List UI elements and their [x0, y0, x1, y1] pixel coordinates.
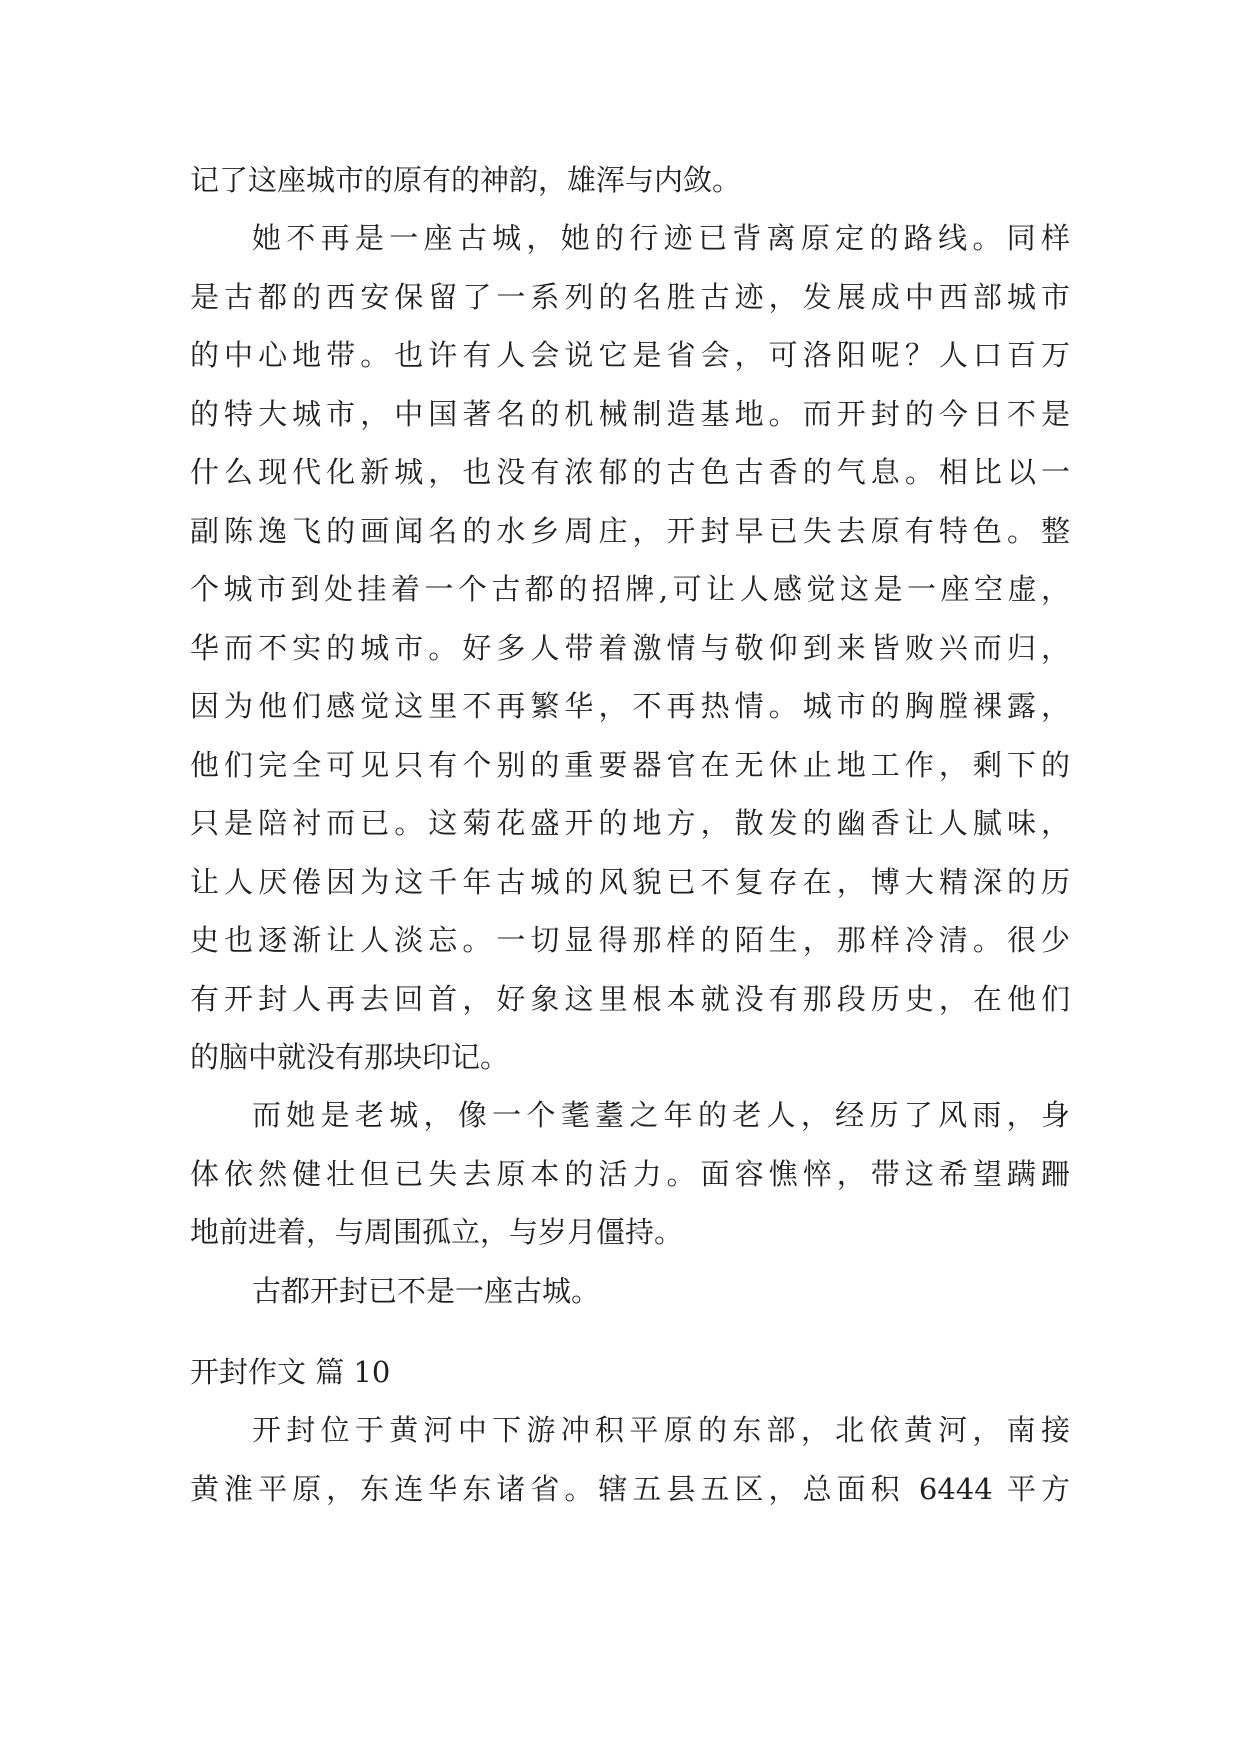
text-line: 的特大城市，中国著名的机械制造基地。而开封的今日不是 [190, 396, 1070, 431]
text-line: 黄淮平原，东连华东诸省。辖五县五区，总面积 6444 平方 [190, 1471, 1070, 1506]
paragraph-5 [190, 1401, 1070, 1518]
text-line: 个城市到处挂着一个古都的招牌,可让人感觉这是一座空虚， [190, 572, 1070, 606]
text-line: 而她是老城，像一个耄耋之年的老人，经历了风雨，身 [252, 1098, 1070, 1132]
text-line: 只是陪衬而已。这菊花盛开的地方，散发的幽香让人腻味， [190, 806, 1070, 840]
paragraph-4 [190, 1262, 1070, 1321]
text-line: 是古都的西安保留了一系列的名胜古迹，发展成中西部城市 [190, 279, 1070, 314]
text-line: 副陈逸飞的画闻名的水乡周庄，开封早已失去原有特色。整 [190, 513, 1070, 548]
text-line: 什么现代化新城，也没有浓郁的古色古香的气息。相比以一 [190, 455, 1070, 489]
text-line: 史也逐渐让人淡忘。一切显得那样的陌生，那样冷清。很少 [190, 923, 1070, 957]
section-heading: 开封作文 篇 10 [190, 1355, 391, 1389]
text-line: 华而不实的城市。好多人带着激情与敬仰到来皆败兴而归， [190, 630, 1070, 665]
text-line: 体依然健壮但已失去原本的活力。面容憔悴，带这希望蹒跚 [190, 1156, 1070, 1191]
paragraph-1-tail [190, 151, 1070, 210]
text-line: 有开封人再去回首，好象这里根本就没有那段历史，在他们 [190, 981, 1070, 1016]
text-line: 的脑中就没有那块印记。 [190, 1040, 510, 1074]
text-line: 记了这座城市的原有的神韵，雄浑与内敛。 [190, 163, 742, 197]
text-line: 地前进着，与周围孤立，与岁月僵持。 [190, 1215, 684, 1249]
paragraph-2 [190, 209, 1070, 1087]
paragraph-3 [190, 1086, 1070, 1262]
text-line: 开封位于黄河中下游冲积平原的东部，北依黄河，南接 [252, 1413, 1070, 1447]
text-line: 让人厌倦因为这千年古城的风貌已不复存在，博大精深的历 [190, 864, 1070, 899]
text-line: 因为他们感觉这里不再繁华，不再热情。城市的胸膛裸露， [190, 689, 1070, 723]
text-line: 的中心地带。也许有人会说它是省会，可洛阳呢？人口百万 [190, 338, 1070, 372]
text-line: 古都开封已不是一座古城。 [252, 1274, 601, 1308]
text-line: 她不再是一座古城，她的行迹已背离原定的路线。同样 [252, 221, 1070, 255]
text-line: 他们完全可见只有个别的重要器官在无休止地工作，剩下的 [190, 747, 1070, 782]
